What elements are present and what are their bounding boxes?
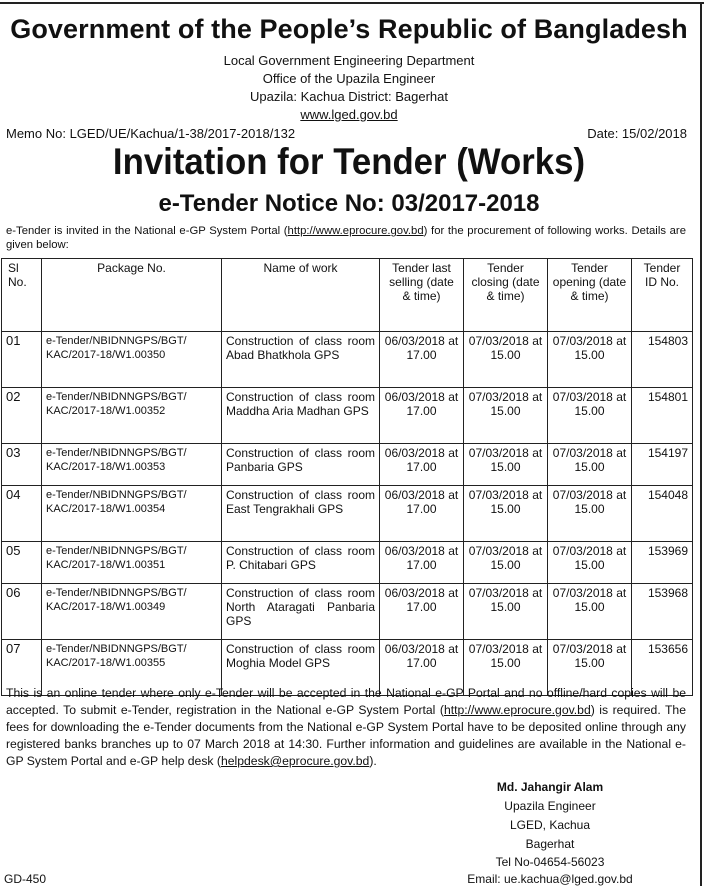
cell-closing: 07/03/2018 at 15.00	[464, 444, 548, 486]
cell-closing: 07/03/2018 at 15.00	[464, 584, 548, 640]
eprocure-link-2[interactable]: http://www.eprocure.gov.bd	[443, 703, 591, 717]
table-row	[2, 388, 693, 444]
cell-tender-id: 153969	[632, 542, 693, 584]
helpdesk-email-link[interactable]: helpdesk@eprocure.gov.bd	[220, 754, 370, 768]
closing-text-3: ).	[369, 754, 377, 768]
government-title: Government of the People’s Republic of Bangladesh	[10, 14, 688, 44]
cell-opening: 07/03/2018 at 15.00	[548, 332, 632, 388]
cell-tender-id: 154197	[632, 444, 693, 486]
col-header-work: Name of work	[222, 259, 380, 332]
cell-closing: 07/03/2018 at 15.00	[464, 542, 548, 584]
cell-package: e-Tender/NBIDNNGPS/BGT/ KAC/2017-18/W1.00354	[42, 486, 222, 542]
table-row	[2, 444, 693, 486]
cell-sl: 04	[2, 486, 42, 542]
notice-number: e-Tender Notice No: 03/2017-2018	[158, 190, 540, 217]
office-location: Upazila: Kachua District: Bagerhat	[250, 89, 448, 104]
cell-closing: 07/03/2018 at 15.00	[464, 332, 548, 388]
cell-tender-id: 154803	[632, 332, 693, 388]
signatory-designation: Upazila Engineer	[504, 799, 596, 813]
cell-package: e-Tender/NBIDNNGPS/BGT/ KAC/2017-18/W1.00349	[42, 584, 222, 640]
cell-package: e-Tender/NBIDNNGPS/BGT/ KAC/2017-18/W1.00352	[42, 388, 222, 444]
cell-opening: 07/03/2018 at 15.00	[548, 584, 632, 640]
cell-sl: 03	[2, 444, 42, 486]
page-title: Invitation for Tender (Works)	[112, 141, 586, 182]
cell-selling: 06/03/2018 at 17.00	[380, 640, 464, 696]
cell-closing: 07/03/2018 at 15.00	[464, 388, 548, 444]
cell-package: e-Tender/NBIDNNGPS/BGT/ KAC/2017-18/W1.00353	[42, 444, 222, 486]
table-row	[2, 486, 693, 542]
right-border	[700, 2, 702, 886]
cell-package: e-Tender/NBIDNNGPS/BGT/ KAC/2017-18/W1.00355	[42, 640, 222, 696]
cell-selling: 06/03/2018 at 17.00	[380, 486, 464, 542]
cell-selling: 06/03/2018 at 17.00	[380, 542, 464, 584]
top-border	[0, 2, 704, 4]
col-header-opening: Tender opening (date & time)	[548, 259, 632, 332]
col-header-tender-id: Tender ID No.	[632, 259, 693, 332]
cell-package: e-Tender/NBIDNNGPS/BGT/ KAC/2017-18/W1.00351	[42, 542, 222, 584]
cell-selling: 06/03/2018 at 17.00	[380, 388, 464, 444]
cell-closing: 07/03/2018 at 15.00	[464, 640, 548, 696]
cell-work: Construction of class room Moghia Model GPS	[222, 640, 380, 696]
memo-number: Memo No: LGED/UE/Kachua/1-38/2017-2018/132	[6, 126, 296, 141]
cell-tender-id: 154048	[632, 486, 693, 542]
cell-closing: 07/03/2018 at 15.00	[464, 486, 548, 542]
table-header-row	[2, 259, 693, 332]
cell-opening: 07/03/2018 at 15.00	[548, 486, 632, 542]
intro-text: e-Tender is invited in the National e-GP System Portal (	[6, 225, 288, 237]
cell-tender-id: 154801	[632, 388, 693, 444]
cell-selling: 06/03/2018 at 17.00	[380, 444, 464, 486]
cell-sl: 07	[2, 640, 42, 696]
office-name: Office of the Upazila Engineer	[262, 71, 436, 86]
cell-work: Construction of class room Panbaria GPS	[222, 444, 380, 486]
table-row	[2, 332, 693, 388]
cell-opening: 07/03/2018 at 15.00	[548, 388, 632, 444]
cell-work: Construction of class room East Tengrakhali GPS	[222, 486, 380, 542]
cell-selling: 06/03/2018 at 17.00	[380, 332, 464, 388]
cell-work: Construction of class room Maddha Aria Madhan GPS	[222, 388, 380, 444]
closing-paragraph	[6, 685, 686, 770]
cell-work: Construction of class room Abad Bhatkhola GPS	[222, 332, 380, 388]
eprocure-link[interactable]: http://www.eprocure.gov.bd	[287, 225, 424, 237]
cell-tender-id: 153656	[632, 640, 693, 696]
cell-selling: 06/03/2018 at 17.00	[380, 584, 464, 640]
cell-work: Construction of class room North Ataragati Panbaria GPS	[222, 584, 380, 640]
col-header-package: Package No.	[42, 259, 222, 332]
gd-number: GD-450	[4, 872, 47, 886]
signatory-district: Bagerhat	[525, 837, 575, 851]
cell-sl: 01	[2, 332, 42, 388]
signatory-name: Md. Jahangir Alam	[496, 780, 604, 794]
cell-opening: 07/03/2018 at 15.00	[548, 444, 632, 486]
table-row	[2, 584, 693, 640]
cell-opening: 07/03/2018 at 15.00	[548, 542, 632, 584]
cell-tender-id: 153968	[632, 584, 693, 640]
signatory-office: LGED, Kachua	[509, 818, 591, 832]
closing-text-1: This is an online tender where only e-Tender will be accepted in the National e-GP Portal and no offline/hard copies will be accepted. To submit e-Tender, registration in the National e-GP System Portal (	[6, 686, 686, 717]
col-header-sl: Sl No.	[2, 259, 42, 332]
cell-work: Construction of class room P. Chitabari GPS	[222, 542, 380, 584]
notice-date: Date: 15/02/2018	[587, 126, 687, 141]
col-header-closing: Tender closing (date & time)	[464, 259, 548, 332]
cell-sl: 05	[2, 542, 42, 584]
website-link[interactable]: www.lged.gov.bd	[300, 107, 398, 122]
cell-sl: 06	[2, 584, 42, 640]
cell-opening: 07/03/2018 at 15.00	[548, 640, 632, 696]
intro-text-end: ) for the procurement of following works. Details are given below:	[6, 225, 686, 251]
signatory-email[interactable]: Email: ue.kachua@lged.gov.bd	[467, 872, 633, 886]
signatory-phone: Tel No-04654-56023	[495, 855, 605, 869]
col-header-selling: Tender last selling (date & time)	[380, 259, 464, 332]
cell-sl: 02	[2, 388, 42, 444]
intro-paragraph	[6, 224, 686, 252]
closing-text-2: ) is required. The fees for downloading the e-Tender documents from the National e-GP System Portal have to be deposited online through any registered banks branches up to 07 March 2018 at 14:30. Further information and guidelines are available in the National e-GP System Portal and e-GP help desk (	[6, 703, 686, 768]
tender-table	[1, 258, 693, 696]
cell-package: e-Tender/NBIDNNGPS/BGT/ KAC/2017-18/W1.00350	[42, 332, 222, 388]
department-name: Local Government Engineering Department	[223, 53, 475, 68]
table-row	[2, 542, 693, 584]
